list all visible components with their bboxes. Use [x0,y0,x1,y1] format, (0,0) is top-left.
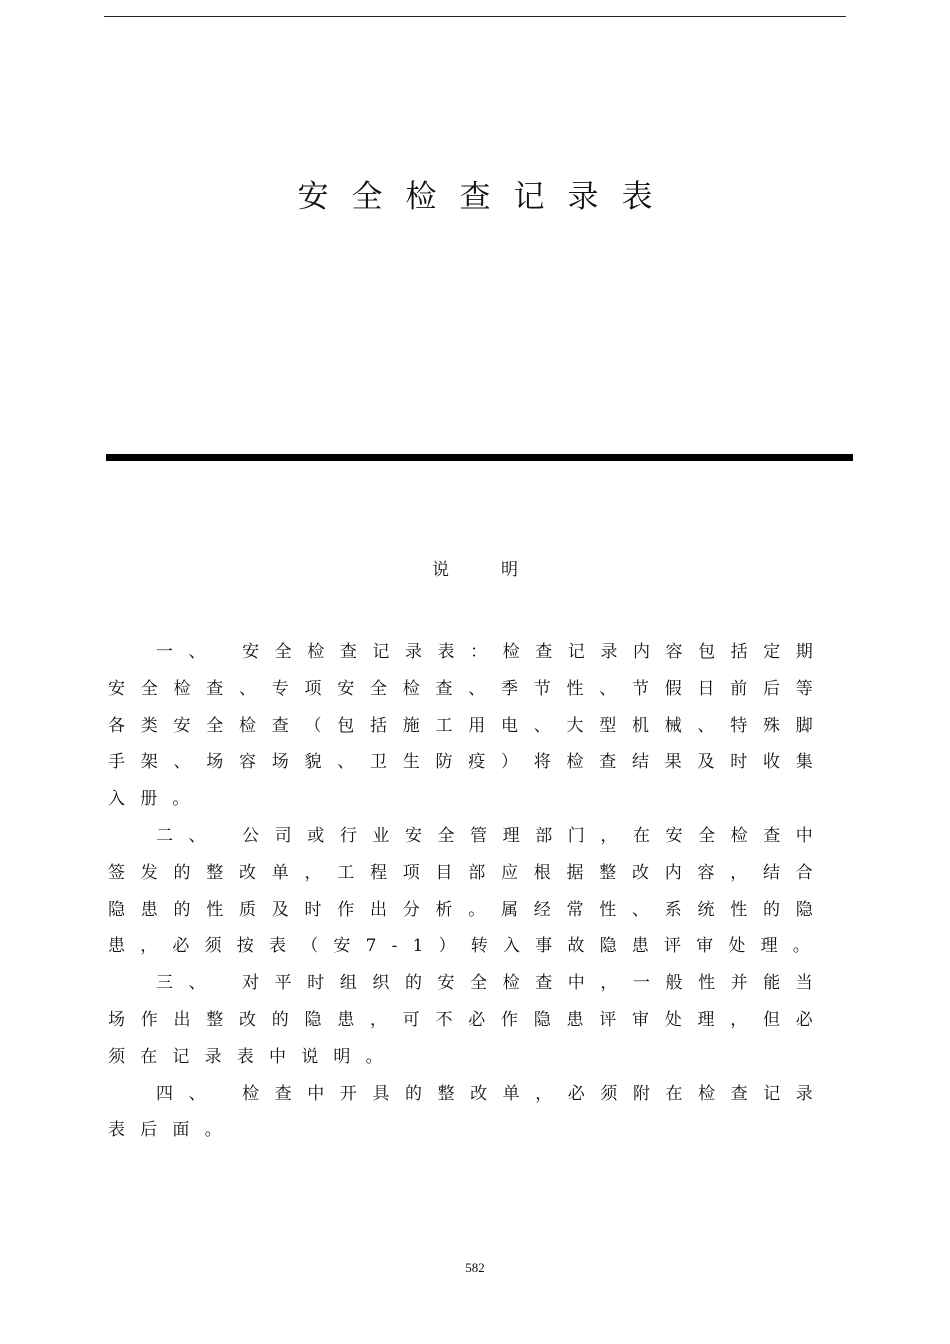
instruction-paragraph-4: 四、 检查中开具的整改单，必须附在检查记录表后面。 [108,1083,828,1141]
instruction-paragraph-1: 一、 安全检查记录表：检查记录内容包括定期安全检查、专项安全检查、季节性、节假日前后等各类安全检查（包括施工用电、大型机械、特殊脚手架、场容场貌、卫生防疫）将检查结果及时收集入册。 [108,642,828,810]
instruction-paragraph-2: 二、 公司或行业安全管理部门，在安全检查中签发的整改单，工程项目部应根据整改内容，结合隐患的性质及时作出分析。属经常性、系统性的隐患，必须按表（安7-1）转入事故隐患评审处理。 [108,825,828,957]
title-divider [106,454,853,461]
page-number: 582 [465,1260,485,1275]
document-title: 安全检查记录表 [297,179,676,215]
instruction-paragraph-3: 三、 对平时组织的安全检查中，一般性并能当场作出整改的隐患，可不必作隐患评审处理，但必须在记录表中说明。 [108,973,828,1067]
instructions-body [108,634,828,1149]
section-heading [0,556,950,584]
section-heading-part1: 说 [432,560,449,580]
top-rule [104,16,846,17]
section-heading-part2: 明 [501,560,518,580]
